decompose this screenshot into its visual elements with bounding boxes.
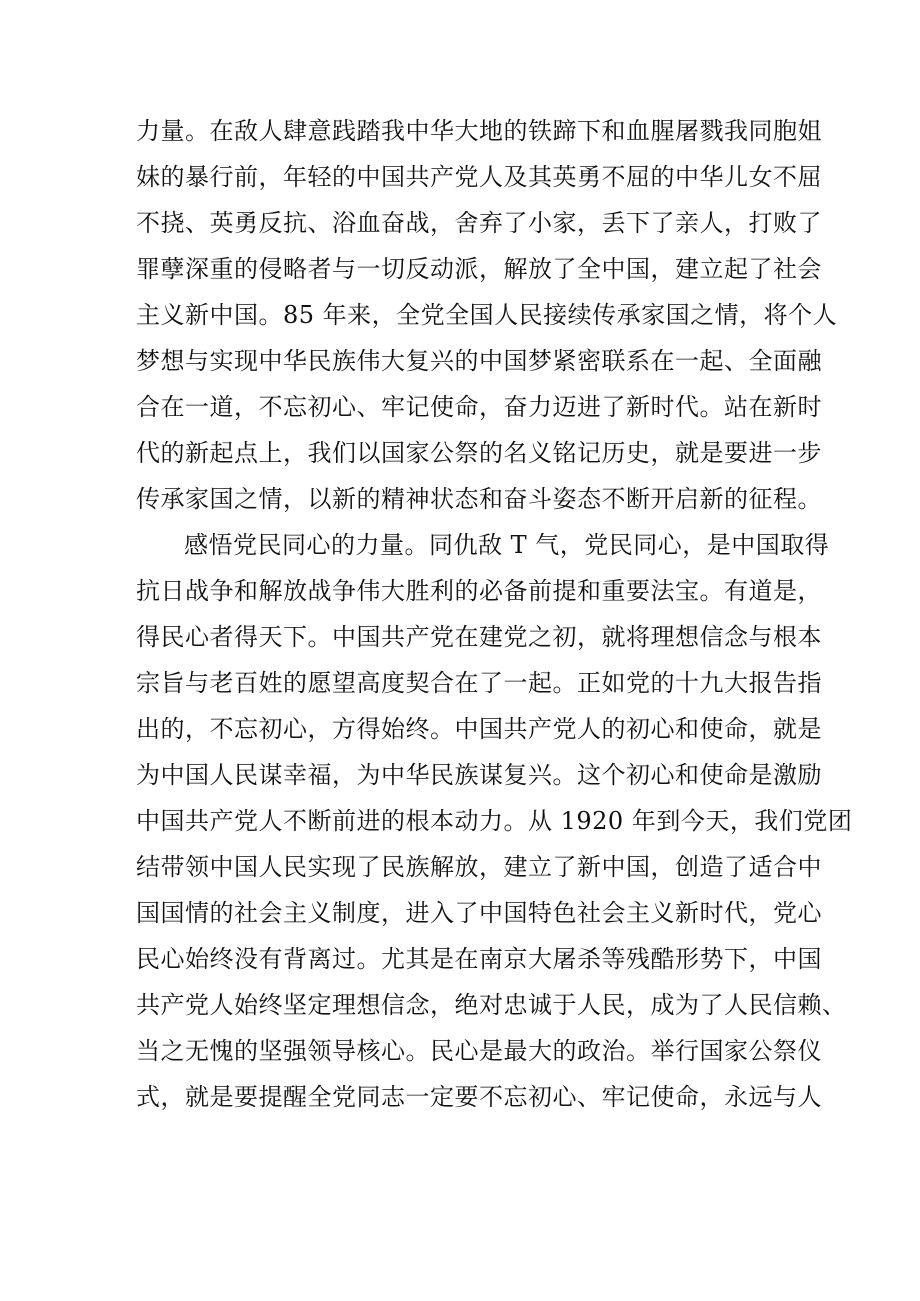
paragraph-line: 式，就是要提醒全党同志一定要不忘初心、牢记使命，永远与人: [136, 1083, 822, 1111]
paragraph-line: 代的新起点上，我们以国家公祭的名义铭记历史，就是要进一步: [136, 439, 822, 467]
paragraph-line: 为中国人民谋幸福，为中华民族谋复兴。这个初心和使命是激励: [136, 761, 822, 789]
paragraph-line: 传承家国之情，以新的精神状态和奋斗姿态不断开启新的征程。: [136, 485, 822, 513]
paragraph-line: 不挠、英勇反抗、浴血奋战，舍弃了小家，丢下了亲人，打败了: [136, 209, 822, 237]
paragraph-line: 抗日战争和解放战争伟大胜利的必备前提和重要法宝。有道是，: [136, 577, 822, 605]
paragraph-line: 得民心者得天下。中国共产党在建党之初，就将理想信念与根本: [136, 623, 822, 651]
paragraph-line: 民心始终没有背离过。尤其是在南京大屠杀等残酷形势下，中国: [136, 945, 822, 973]
paragraph-line: 当之无愧的坚强领导核心。民心是最大的政治。举行国家公祭仪: [136, 1037, 822, 1065]
paragraph-line-indented: 感悟党民同心的力量。同仇敌 T 气，党民同心，是中国取得: [184, 531, 830, 559]
paragraph-line: 罪孽深重的侵略者与一切反动派，解放了全中国，建立起了社会: [136, 255, 822, 283]
paragraph-line: 结带领中国人民实现了民族解放，建立了新中国，创造了适合中: [136, 853, 822, 881]
paragraph-line: 力量。在敌人肆意践踏我中华大地的铁蹄下和血腥屠戮我同胞姐: [136, 117, 822, 145]
paragraph-line: 宗旨与老百姓的愿望高度契合在了一起。正如党的十九大报告指: [136, 669, 822, 697]
paragraph-line: 共产党人始终坚定理想信念，绝对忠诚于人民，成为了人民信赖、: [136, 991, 847, 1019]
paragraph-line: 中国共产党人不断前进的根本动力。从 1920 年到今天，我们党团: [136, 807, 853, 835]
paragraph-line: 梦想与实现中华民族伟大复兴的中国梦紧密联系在一起、全面融: [136, 347, 822, 375]
paragraph-line: 国国情的社会主义制度，进入了中国特色社会主义新时代，党心: [136, 899, 822, 927]
paragraph-line: 主义新中国。85 年来，全党全国人民接续传承家国之情，将个人: [136, 301, 838, 329]
paragraph-line: 妹的暴行前，年轻的中国共产党人及其英勇不屈的中华儿女不屈: [136, 163, 822, 191]
paragraph-line: 合在一道，不忘初心、牢记使命，奋力迈进了新时代。站在新时: [136, 393, 822, 421]
paragraph-line: 出的，不忘初心，方得始终。中国共产党人的初心和使命，就是: [136, 715, 822, 743]
